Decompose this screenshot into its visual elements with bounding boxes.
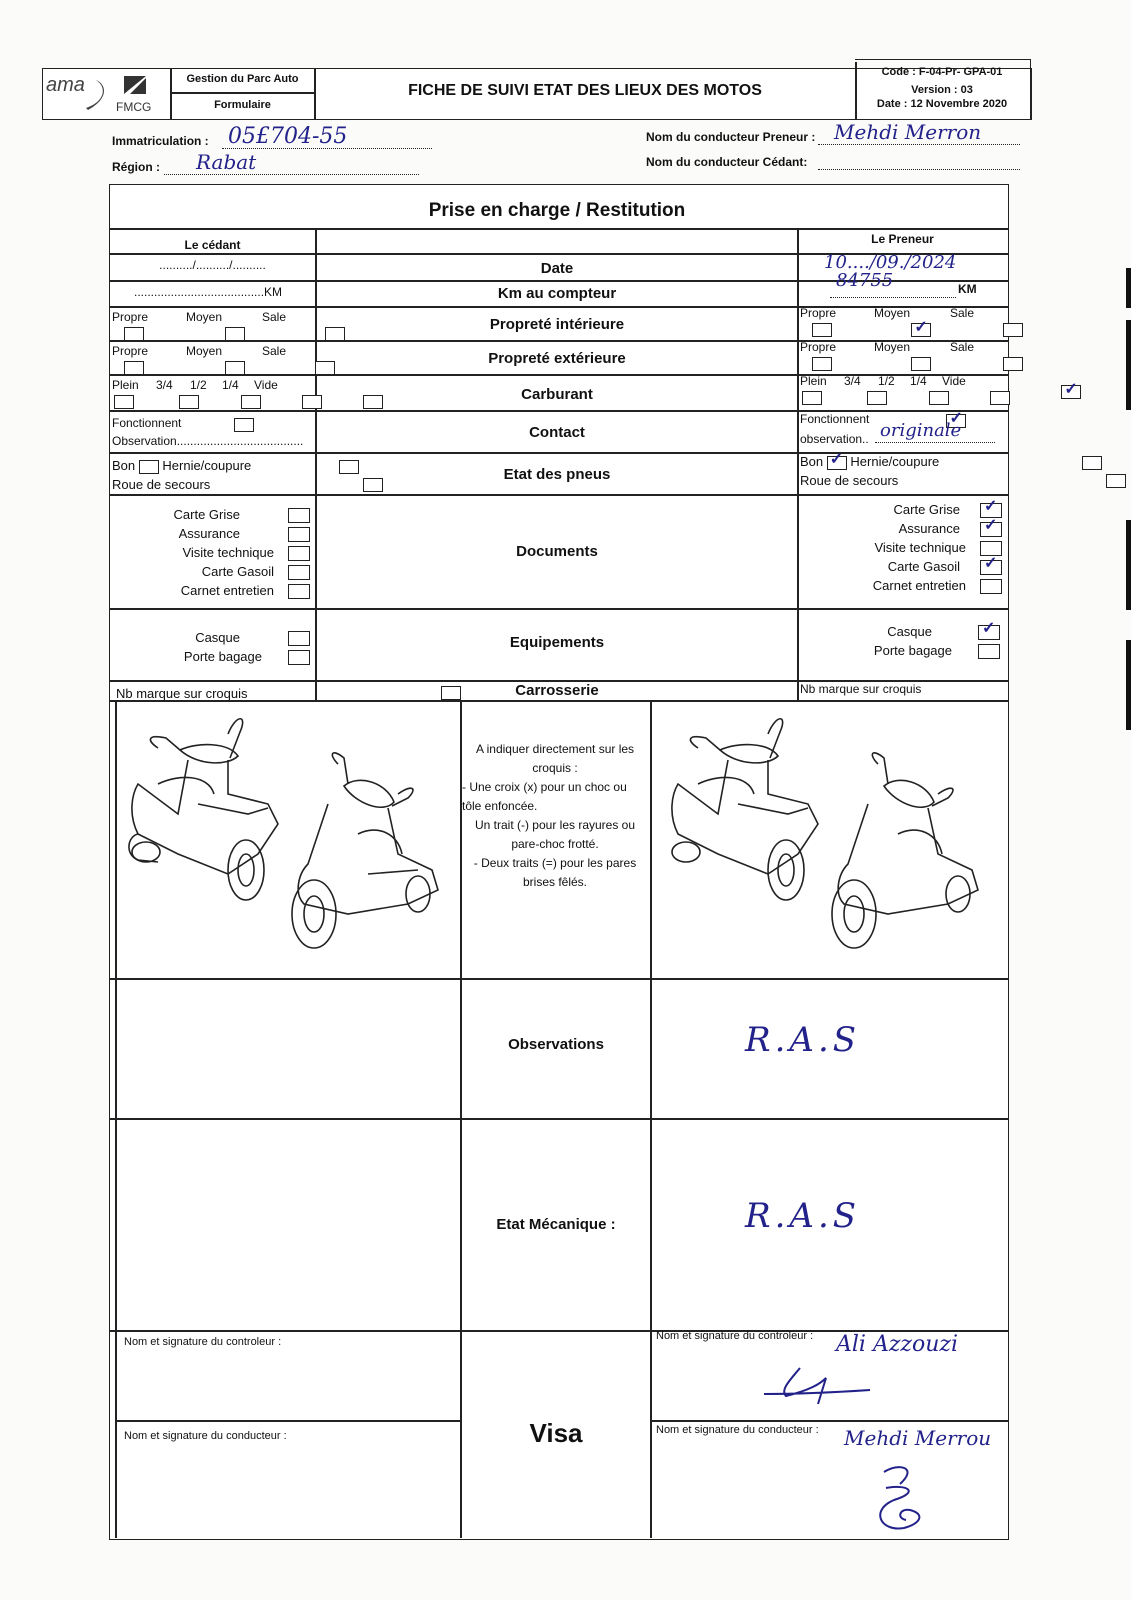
preneur-nb-marque: Nb marque sur croquis <box>800 682 922 696</box>
casque-checkbox[interactable] <box>288 631 310 646</box>
logo-text: ama <box>46 74 85 96</box>
immat-value: 05£704-55 <box>228 124 348 149</box>
plein-checkbox[interactable] <box>114 395 134 409</box>
roue-label: Roue de secours <box>112 477 211 492</box>
vide-label: Vide <box>942 374 966 388</box>
casque-label: Casque <box>887 624 932 639</box>
bon-checkbox[interactable] <box>827 456 847 470</box>
scan-edge-mark <box>1126 320 1131 410</box>
header-divider-mid <box>170 92 315 94</box>
preneur-hernie-checkbox[interactable] <box>1082 456 1102 470</box>
rule <box>652 1420 1008 1422</box>
row-km-label: Km au compteur <box>497 285 617 302</box>
cedant-date[interactable]: ........../........../.......... <box>159 258 266 272</box>
row-pneus-label: Etat des pneus <box>503 466 611 483</box>
row-carburant-label: Carburant <box>521 386 593 403</box>
propre-checkbox[interactable] <box>812 357 832 371</box>
preneur-prop-int <box>800 306 1000 321</box>
vide-checkbox[interactable] <box>1061 385 1081 399</box>
carte-grise-label: Carte Grise <box>173 507 240 522</box>
instructions <box>462 740 648 892</box>
cedant-prop-int <box>112 310 312 325</box>
visite-label: Visite technique <box>874 540 966 555</box>
porte-bagage-checkbox[interactable] <box>978 644 1000 659</box>
casque-checkbox[interactable] <box>978 625 1000 640</box>
sig-controleur-left-label: Nom et signature du controleur : <box>124 1336 282 1348</box>
row-prop-ext-label: Propreté extérieure <box>488 350 626 367</box>
instruction-line: A indiquer directement sur les croquis : <box>475 742 635 775</box>
propre-label: Propre <box>800 306 837 320</box>
rule <box>109 410 1008 412</box>
sale-checkbox[interactable] <box>325 327 345 341</box>
cedant-pneus <box>112 456 312 494</box>
assurance-label: Assurance <box>898 521 960 536</box>
preneur-prop-ext <box>800 340 1000 355</box>
carte-gasoil-checkbox[interactable] <box>288 565 310 580</box>
row-documents-label: Documents <box>516 543 598 560</box>
cedant-field[interactable] <box>818 153 1020 170</box>
row-contact-label: Contact <box>529 424 585 441</box>
cedant-prop-ext <box>112 344 312 359</box>
scan-edge-mark <box>1126 520 1131 610</box>
q12-checkbox[interactable] <box>929 391 949 405</box>
row-date-label: Date <box>540 260 574 277</box>
scan-edge-mark <box>1126 268 1131 308</box>
immat-label: Immatriculation : <box>112 134 209 148</box>
company-logo <box>44 72 166 116</box>
porte-bagage-checkbox[interactable] <box>288 650 310 665</box>
rule <box>109 1118 1008 1120</box>
carnet-checkbox[interactable] <box>980 579 1002 594</box>
cedant-documents <box>120 505 310 600</box>
plein-checkbox[interactable] <box>802 391 822 405</box>
scan-edge-mark <box>1126 640 1131 730</box>
propre-label: Propre <box>112 344 149 358</box>
preneur-observation-label: observation.. <box>800 432 869 446</box>
bon-checkbox[interactable] <box>139 460 159 474</box>
sale-checkbox[interactable] <box>1003 323 1023 337</box>
moyen-checkbox[interactable] <box>911 357 931 371</box>
cedant-roue-checkbox[interactable] <box>363 478 383 492</box>
q14-checkbox[interactable] <box>302 395 322 409</box>
moyen-label: Moyen <box>186 344 223 358</box>
page-title: FICHE DE SUIVI ETAT DES LIEUX DES MOTOS <box>408 82 762 99</box>
assurance-checkbox[interactable] <box>288 527 310 542</box>
carte-grise-checkbox[interactable] <box>288 508 310 523</box>
row-equipements-label: Equipements <box>509 634 605 651</box>
row-visa-label: Visa <box>529 1418 583 1448</box>
preneur-pneus <box>800 452 1000 490</box>
carte-grise-label: Carte Grise <box>893 502 960 517</box>
propre-checkbox[interactable] <box>812 323 832 337</box>
sale-checkbox[interactable] <box>315 361 335 375</box>
moyen-checkbox[interactable] <box>911 323 931 337</box>
moyen-label: Moyen <box>186 310 223 324</box>
cedant-equipements <box>120 628 310 666</box>
cedant-nb-marque-checkbox[interactable] <box>441 686 461 700</box>
col-cedant: Le cédant <box>184 238 241 252</box>
carte-gasoil-label: Carte Gasoil <box>201 564 274 579</box>
preneur-km-unit: KM <box>958 282 977 296</box>
cedant-km[interactable]: .......................................KM <box>134 285 283 299</box>
doc-date: Date : 12 Novembre 2020 <box>876 98 1008 110</box>
vide-label: Vide <box>254 378 278 392</box>
cedant-nb-marque: Nb marque sur croquis <box>116 686 248 701</box>
preneur-km: 84755 <box>836 270 894 291</box>
sale-label: Sale <box>262 344 287 358</box>
rule <box>115 700 117 1538</box>
preneur-equipements <box>810 622 1000 660</box>
controleur-name[interactable]: Ali Azzouzi <box>836 1332 959 1357</box>
carnet-label: Carnet entretien <box>180 583 274 598</box>
rule <box>109 608 1008 610</box>
table-heading: Prise en charge / Restitution <box>428 200 686 221</box>
observations-value[interactable]: R.A.S <box>745 1020 861 1060</box>
carnet-checkbox[interactable] <box>288 584 310 599</box>
hernie-label: Hernie/coupure <box>850 454 940 469</box>
carte-gasoil-label: Carte Gasoil <box>887 559 960 574</box>
rule <box>115 1420 461 1422</box>
etat-meca-value[interactable]: R.A.S <box>745 1196 861 1236</box>
controleur-signature-icon <box>760 1360 880 1410</box>
sale-label: Sale <box>950 306 975 320</box>
q34-checkbox[interactable] <box>867 391 887 405</box>
preneur-carburant <box>800 374 1000 389</box>
preneur-roue-checkbox[interactable] <box>1106 474 1126 488</box>
cedant-contact-checkbox[interactable] <box>234 418 254 432</box>
moyen-checkbox[interactable] <box>225 361 245 375</box>
q34-checkbox[interactable] <box>179 395 199 409</box>
casque-label: Casque <box>195 630 240 645</box>
moyen-label: Moyen <box>874 306 911 320</box>
propre-checkbox[interactable] <box>124 327 144 341</box>
carte-gasoil-checkbox[interactable] <box>980 560 1002 575</box>
preneur-fonctionnent: Fonctionnent <box>800 412 870 426</box>
header-cell-top: Gestion du Parc Auto <box>186 73 299 85</box>
region-value: Rabat <box>196 150 257 174</box>
hernie-label: Hernie/coupure <box>162 458 252 473</box>
q14-checkbox[interactable] <box>990 391 1010 405</box>
preneur-label: Nom du conducteur Preneur : <box>646 130 816 144</box>
conducteur-signature-icon <box>860 1458 950 1538</box>
moyen-label: Moyen <box>874 340 911 354</box>
plein-label: Plein <box>112 378 139 392</box>
visite-label: Visite technique <box>182 545 274 560</box>
logo2-text: FMCG <box>116 100 152 114</box>
sig-controleur-right-label: Nom et signature du controleur : <box>656 1330 814 1342</box>
rule <box>109 494 1008 496</box>
row-observations-label: Observations <box>508 1036 604 1053</box>
carnet-label: Carnet entretien <box>872 578 966 593</box>
q12-checkbox[interactable] <box>241 395 261 409</box>
row-etat-meca-label: Etat Mécanique : <box>496 1216 616 1233</box>
vide-checkbox[interactable] <box>363 395 383 409</box>
plein-label: Plein <box>800 374 827 388</box>
row-prop-int-label: Propreté intérieure <box>489 316 625 333</box>
conducteur-name[interactable]: Mehdi Merrou <box>844 1426 992 1450</box>
bon-label: Bon <box>112 458 136 473</box>
cedant-hernie-checkbox[interactable] <box>339 460 359 474</box>
preneur-documents <box>810 500 1002 595</box>
q34-label: 3/4 <box>844 374 861 388</box>
assurance-checkbox[interactable] <box>980 522 1002 537</box>
propre-label: Propre <box>800 340 837 354</box>
bon-label: Bon <box>800 454 824 469</box>
propre-checkbox[interactable] <box>124 361 144 375</box>
doc-code: Code : F-04-Pr- GPA-01 <box>881 66 1003 78</box>
header-cell-bottom: Formulaire <box>214 99 271 111</box>
sale-label: Sale <box>950 340 975 354</box>
region-label: Région : <box>112 160 160 174</box>
propre-label: Propre <box>112 310 149 324</box>
instruction-line: - Une croix (x) pour un choc ou tôle enfoncée. <box>462 780 627 813</box>
doc-version: Version : 03 <box>911 84 973 96</box>
porte-bagage-label: Porte bagage <box>873 643 952 658</box>
cedant-carburant <box>112 378 312 393</box>
rule <box>109 228 1008 230</box>
rule <box>109 978 1008 980</box>
moyen-checkbox[interactable] <box>225 327 245 341</box>
preneur-observation-value: originale <box>880 420 962 441</box>
col-preneur: Le Preneur <box>871 232 934 246</box>
q12-label: 1/2 <box>878 374 895 388</box>
instruction-line: Un trait (-) pour les rayures ou pare-choc frotté. <box>474 818 636 851</box>
sig-conducteur-right-label: Nom et signature du conducteur : <box>656 1424 819 1436</box>
roue-label: Roue de secours <box>800 473 899 488</box>
porte-bagage-label: Porte bagage <box>183 649 262 664</box>
q14-label: 1/4 <box>222 378 239 392</box>
row-carrosserie-label: Carrosserie <box>515 682 599 699</box>
visite-checkbox[interactable] <box>288 546 310 561</box>
preneur-value: Mehdi Merron <box>834 120 982 144</box>
fmcg-mark-icon <box>122 74 148 96</box>
cedant-label: Nom du conducteur Cédant: <box>646 155 808 169</box>
cedant-observation[interactable]: Observation...................................... <box>112 434 304 448</box>
logo-swoosh-icon <box>82 78 112 112</box>
sale-label: Sale <box>262 310 287 324</box>
q14-label: 1/4 <box>910 374 927 388</box>
assurance-label: Assurance <box>178 526 240 541</box>
q34-label: 3/4 <box>156 378 173 392</box>
cedant-fonctionnent: Fonctionnent <box>112 416 182 430</box>
preneur-date[interactable]: 10..../09./2024 <box>824 252 957 273</box>
sig-conducteur-left-label: Nom et signature du conducteur : <box>124 1430 287 1442</box>
q12-label: 1/2 <box>190 378 207 392</box>
scooter-sketch-right[interactable] <box>658 704 998 974</box>
rule <box>650 700 652 1538</box>
sale-checkbox[interactable] <box>1003 357 1023 371</box>
scooter-sketch-left[interactable] <box>118 704 458 974</box>
instruction-line: - Deux traits (=) pour les pares brises fêlés. <box>473 856 637 889</box>
